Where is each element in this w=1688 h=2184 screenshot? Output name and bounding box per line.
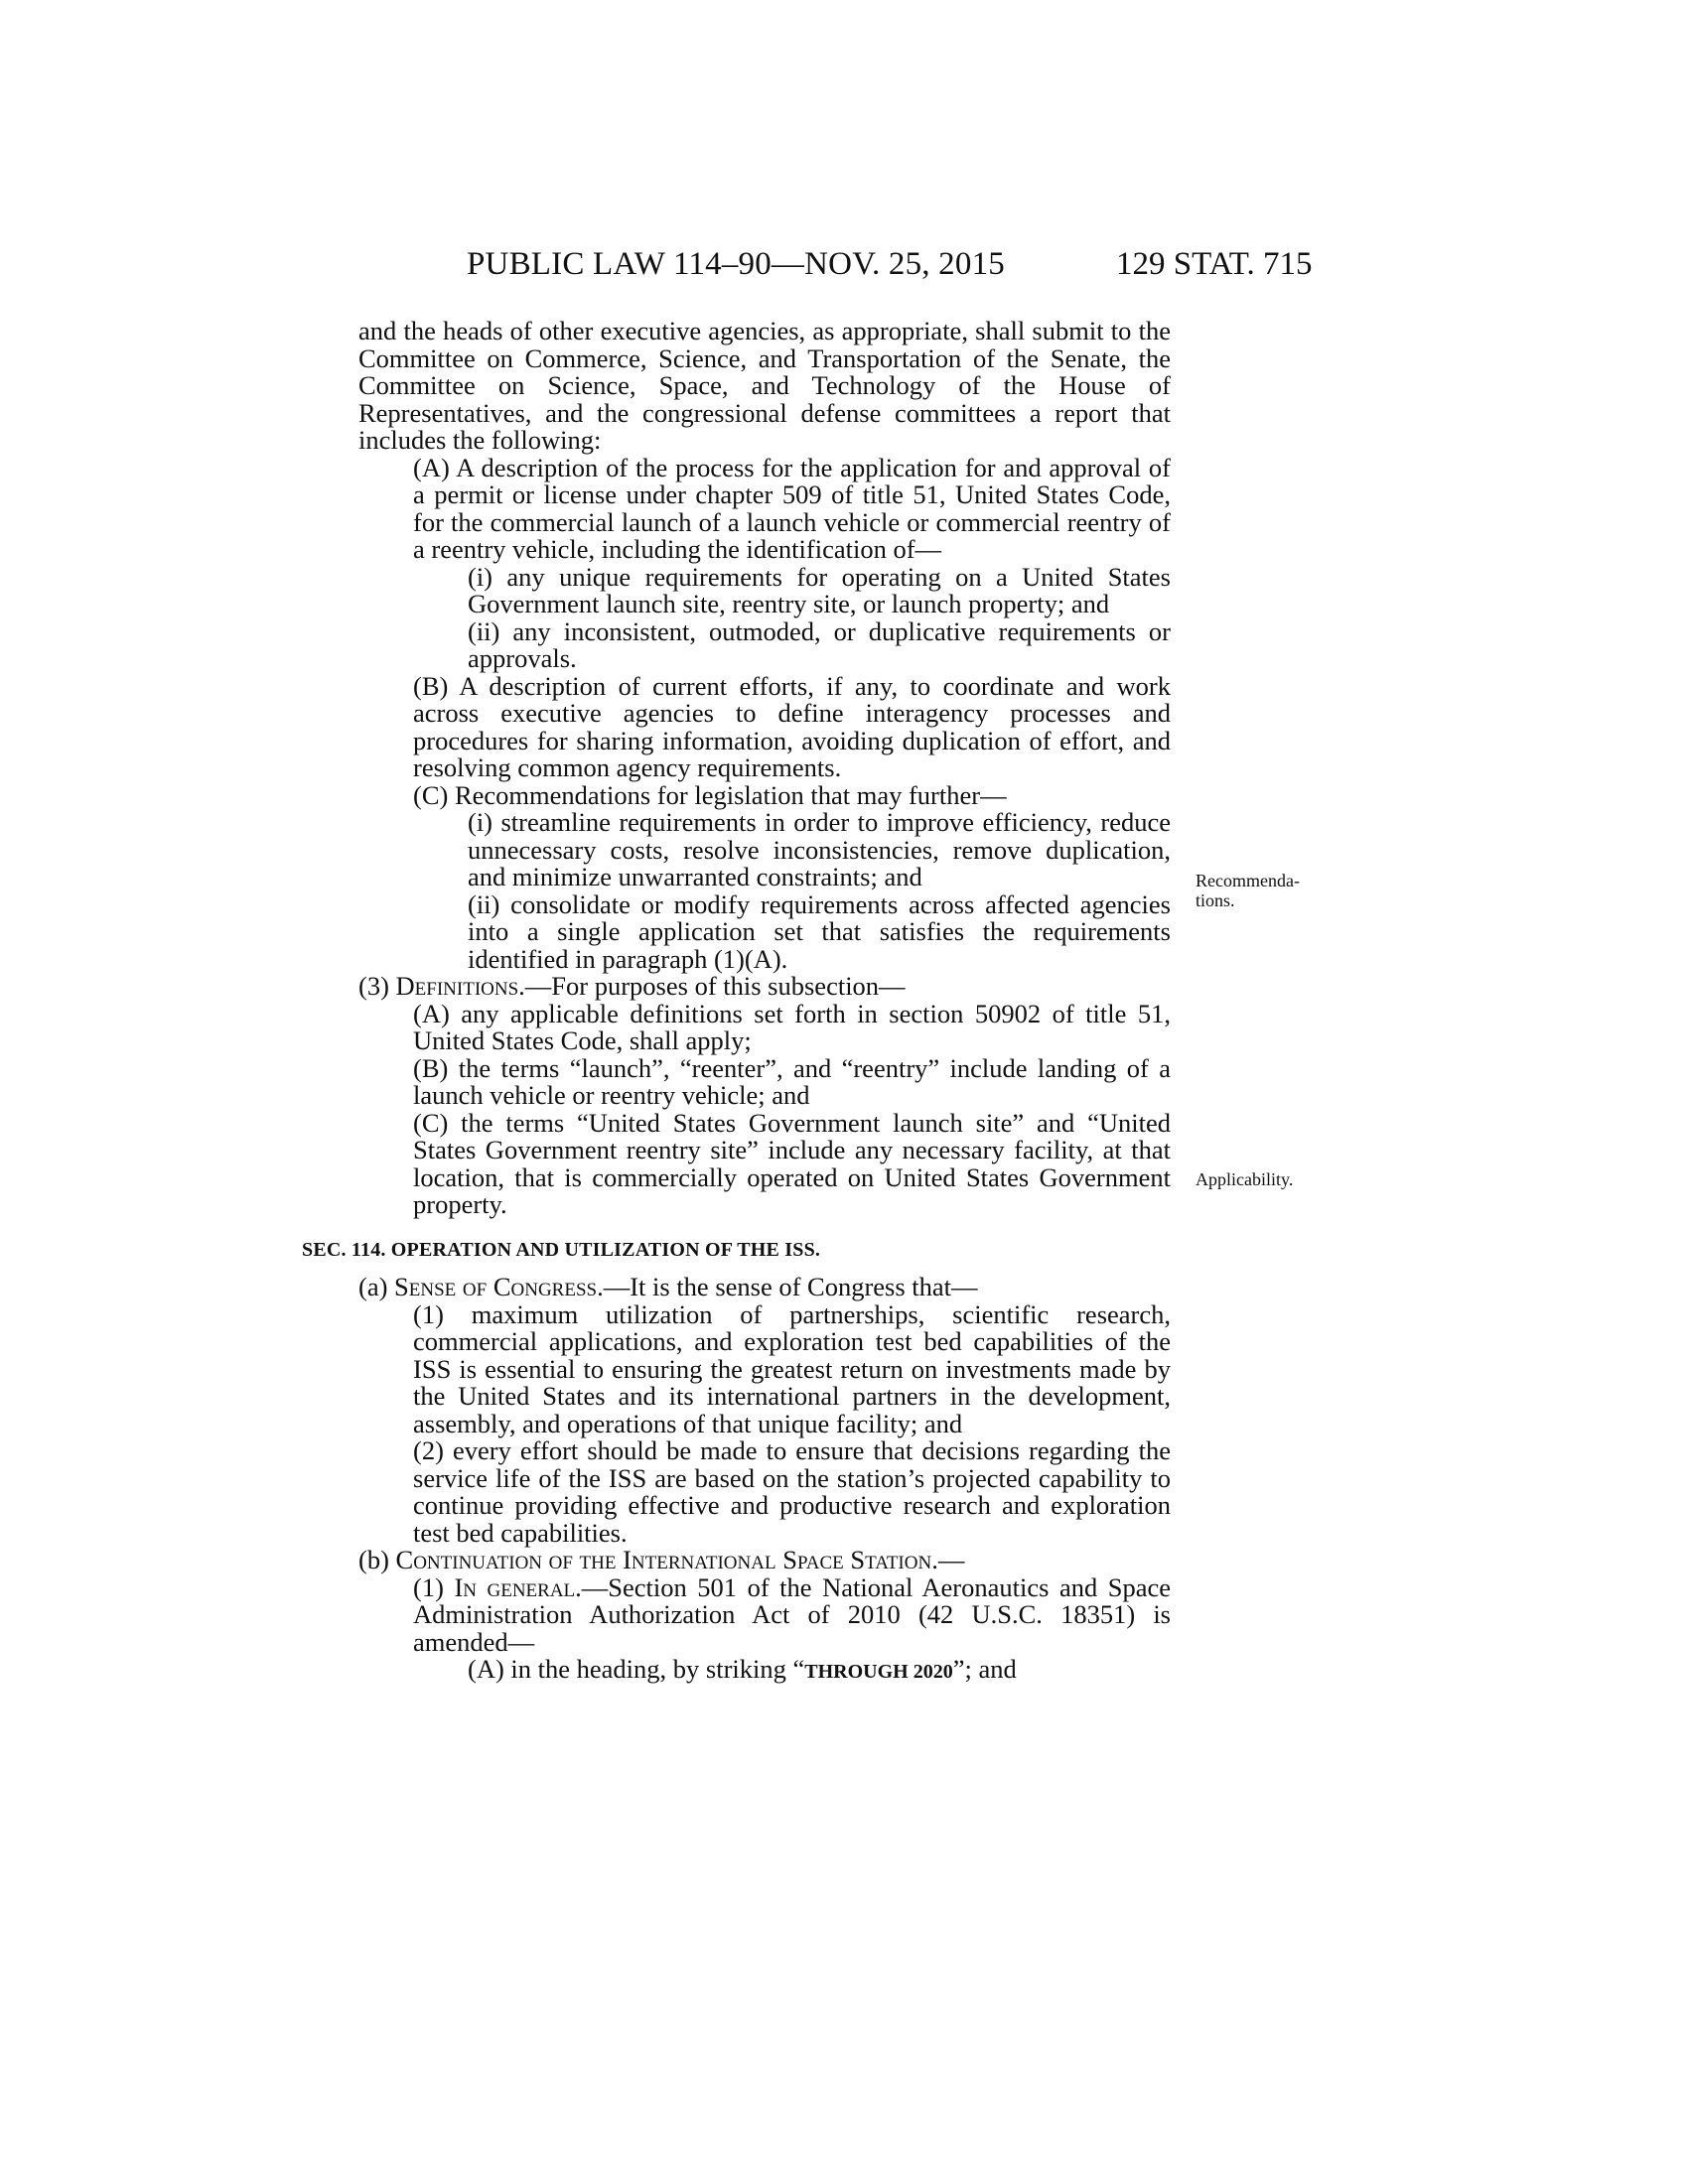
subsection-b-heading: Continuation of the International Space Station (395, 1545, 932, 1574)
paragraph-a1-text: (1) maximum utilization of partnerships, scientific research, commercial applications, and exploration test bed capabilities of the ISS is essential to ensuring the greatest return on investments made by the United States and its international partners in the development, assembly, and operations of that unique facility; and (413, 1298, 1171, 1438)
subsection-a-prefix: (a) (358, 1272, 395, 1301)
subsection-a-heading: Sense of Congress (394, 1272, 598, 1301)
paragraph-2A-i-text: (i) any unique requirements for operating on a United States Government launch site, reentry site, or launch property; and (468, 561, 1171, 618)
paragraph-b1-prefix: (1) (413, 1571, 455, 1602)
paragraph-3-prefix: (3) (358, 971, 396, 1001)
paragraph-b1A-struck-term: THROUGH 2020 (804, 1661, 953, 1683)
paragraph-3C (358, 1107, 1171, 1219)
page-header-title: PUBLIC LAW 114–90—NOV. 25, 2015 (467, 246, 1005, 282)
margin-note-recommendations: Recommenda-tions. (1196, 871, 1300, 910)
document-body (302, 316, 1172, 1687)
paragraph-2B-text: (B) A description of current efforts, if any, to coordinate and work across executive agencies to define interagency processes and procedures for sharing information, avoiding duplication of effort, and resolving common agency requirements. (413, 670, 1171, 782)
paragraph-a1 (358, 1298, 1171, 1438)
paragraph-3-definitions (358, 973, 1171, 1001)
margin-note-applicability: Applicability. (1196, 1169, 1294, 1189)
paragraph-b1 (358, 1571, 1172, 1657)
page-header-stat-citation: 129 STAT. 715 (1116, 246, 1313, 282)
paragraph-3B-text: (B) the terms “launch”, “reenter”, and “reentry” include landing of a launch vehicle or reentry vehicle; and (413, 1052, 1171, 1110)
subsection-a-sense-of-congress (358, 1274, 1171, 1301)
paragraph-3A (358, 998, 1171, 1055)
paragraph-2C-i (358, 809, 1171, 891)
paragraph-2C-ii (358, 888, 1171, 974)
paragraph-3A-text: (A) any applicable definitions set forth in section 50902 of title 51, United States Code, shall apply; (413, 998, 1171, 1055)
paragraph-b1-heading: In general (454, 1571, 576, 1602)
page-header (0, 246, 1688, 286)
paragraph-2A-ii-text: (ii) any inconsistent, outmoded, or duplicative requirements or approvals. (468, 615, 1171, 673)
paragraph-a2 (358, 1437, 1171, 1547)
paragraph-2C-ii-text: (ii) consolidate or modify requirements across affected agencies into a single application set that satisfies the requirements identified in paragraph (1)(A). (468, 888, 1171, 974)
paragraph-2B (358, 670, 1171, 782)
paragraph-3-heading: Definitions (395, 971, 519, 1001)
paragraph-2A-ii (358, 615, 1171, 673)
paragraph-3-text: .—For purposes of this subsection— (518, 971, 906, 1001)
paragraph-b1A (358, 1656, 1171, 1687)
paragraph-2A-i (358, 561, 1171, 618)
subsection-b-prefix: (b) (358, 1545, 396, 1574)
paragraph-3C-text: (C) the terms “United States Government launch site” and “United States Government reentry site” include any necessary facility, at that location, that is commercially operated on United States Government property. (413, 1107, 1171, 1219)
paragraph-2C-text: (C) Recommendations for legislation that may further— (413, 779, 1007, 810)
paragraph-a2-text: (2) every effort should be made to ensure that decisions regarding the service life of the ISS are based on the station’s projected capability to continue providing effective and productive research and exploration test bed capabilities. (413, 1435, 1171, 1548)
paragraph-2C-i-text: (i) streamline requirements in order to improve efficiency, reduce unnecessary costs, resolve inconsistencies, remove duplication, and minimize unwarranted constraints; and (468, 807, 1171, 891)
subsection-b-text: .— (931, 1545, 965, 1574)
paragraph-2A (358, 452, 1171, 564)
paragraph-report-intro: and the heads of other executive agencies, as appropriate, shall submit to the Committee on Commerce, Science, and Transportation of the Senate, the Committee on Science, Space, and Technology of the House of Representatives, and the congressional defense committees a report that includes the following: (358, 316, 1171, 455)
paragraph-3B (358, 1052, 1171, 1110)
subsection-b-continuation (358, 1547, 1171, 1574)
paragraph-2C (358, 779, 1171, 810)
paragraph-b1A-suffix: ”; and (952, 1654, 1017, 1684)
paragraph-b1-text: .—Section 501 of the National Aeronautics and Space Administration Authorization Act of 2010 (42 U.S.C. 18351) is amended— (413, 1571, 1172, 1657)
subsection-a-text: .—It is the sense of Congress that— (597, 1272, 978, 1301)
paragraph-b1A-prefix: (A) in the heading, by striking “ (468, 1654, 805, 1684)
section-114-heading: SEC. 114. OPERATION AND UTILIZATION OF THE ISS. (302, 1238, 821, 1261)
paragraph-2A-text: (A) A description of the process for the application for and approval of a permit or license under chapter 509 of title 51, United States Code, for the commercial launch of a launch vehicle or commercial reentry of a reentry vehicle, including the identification of— (413, 452, 1171, 564)
